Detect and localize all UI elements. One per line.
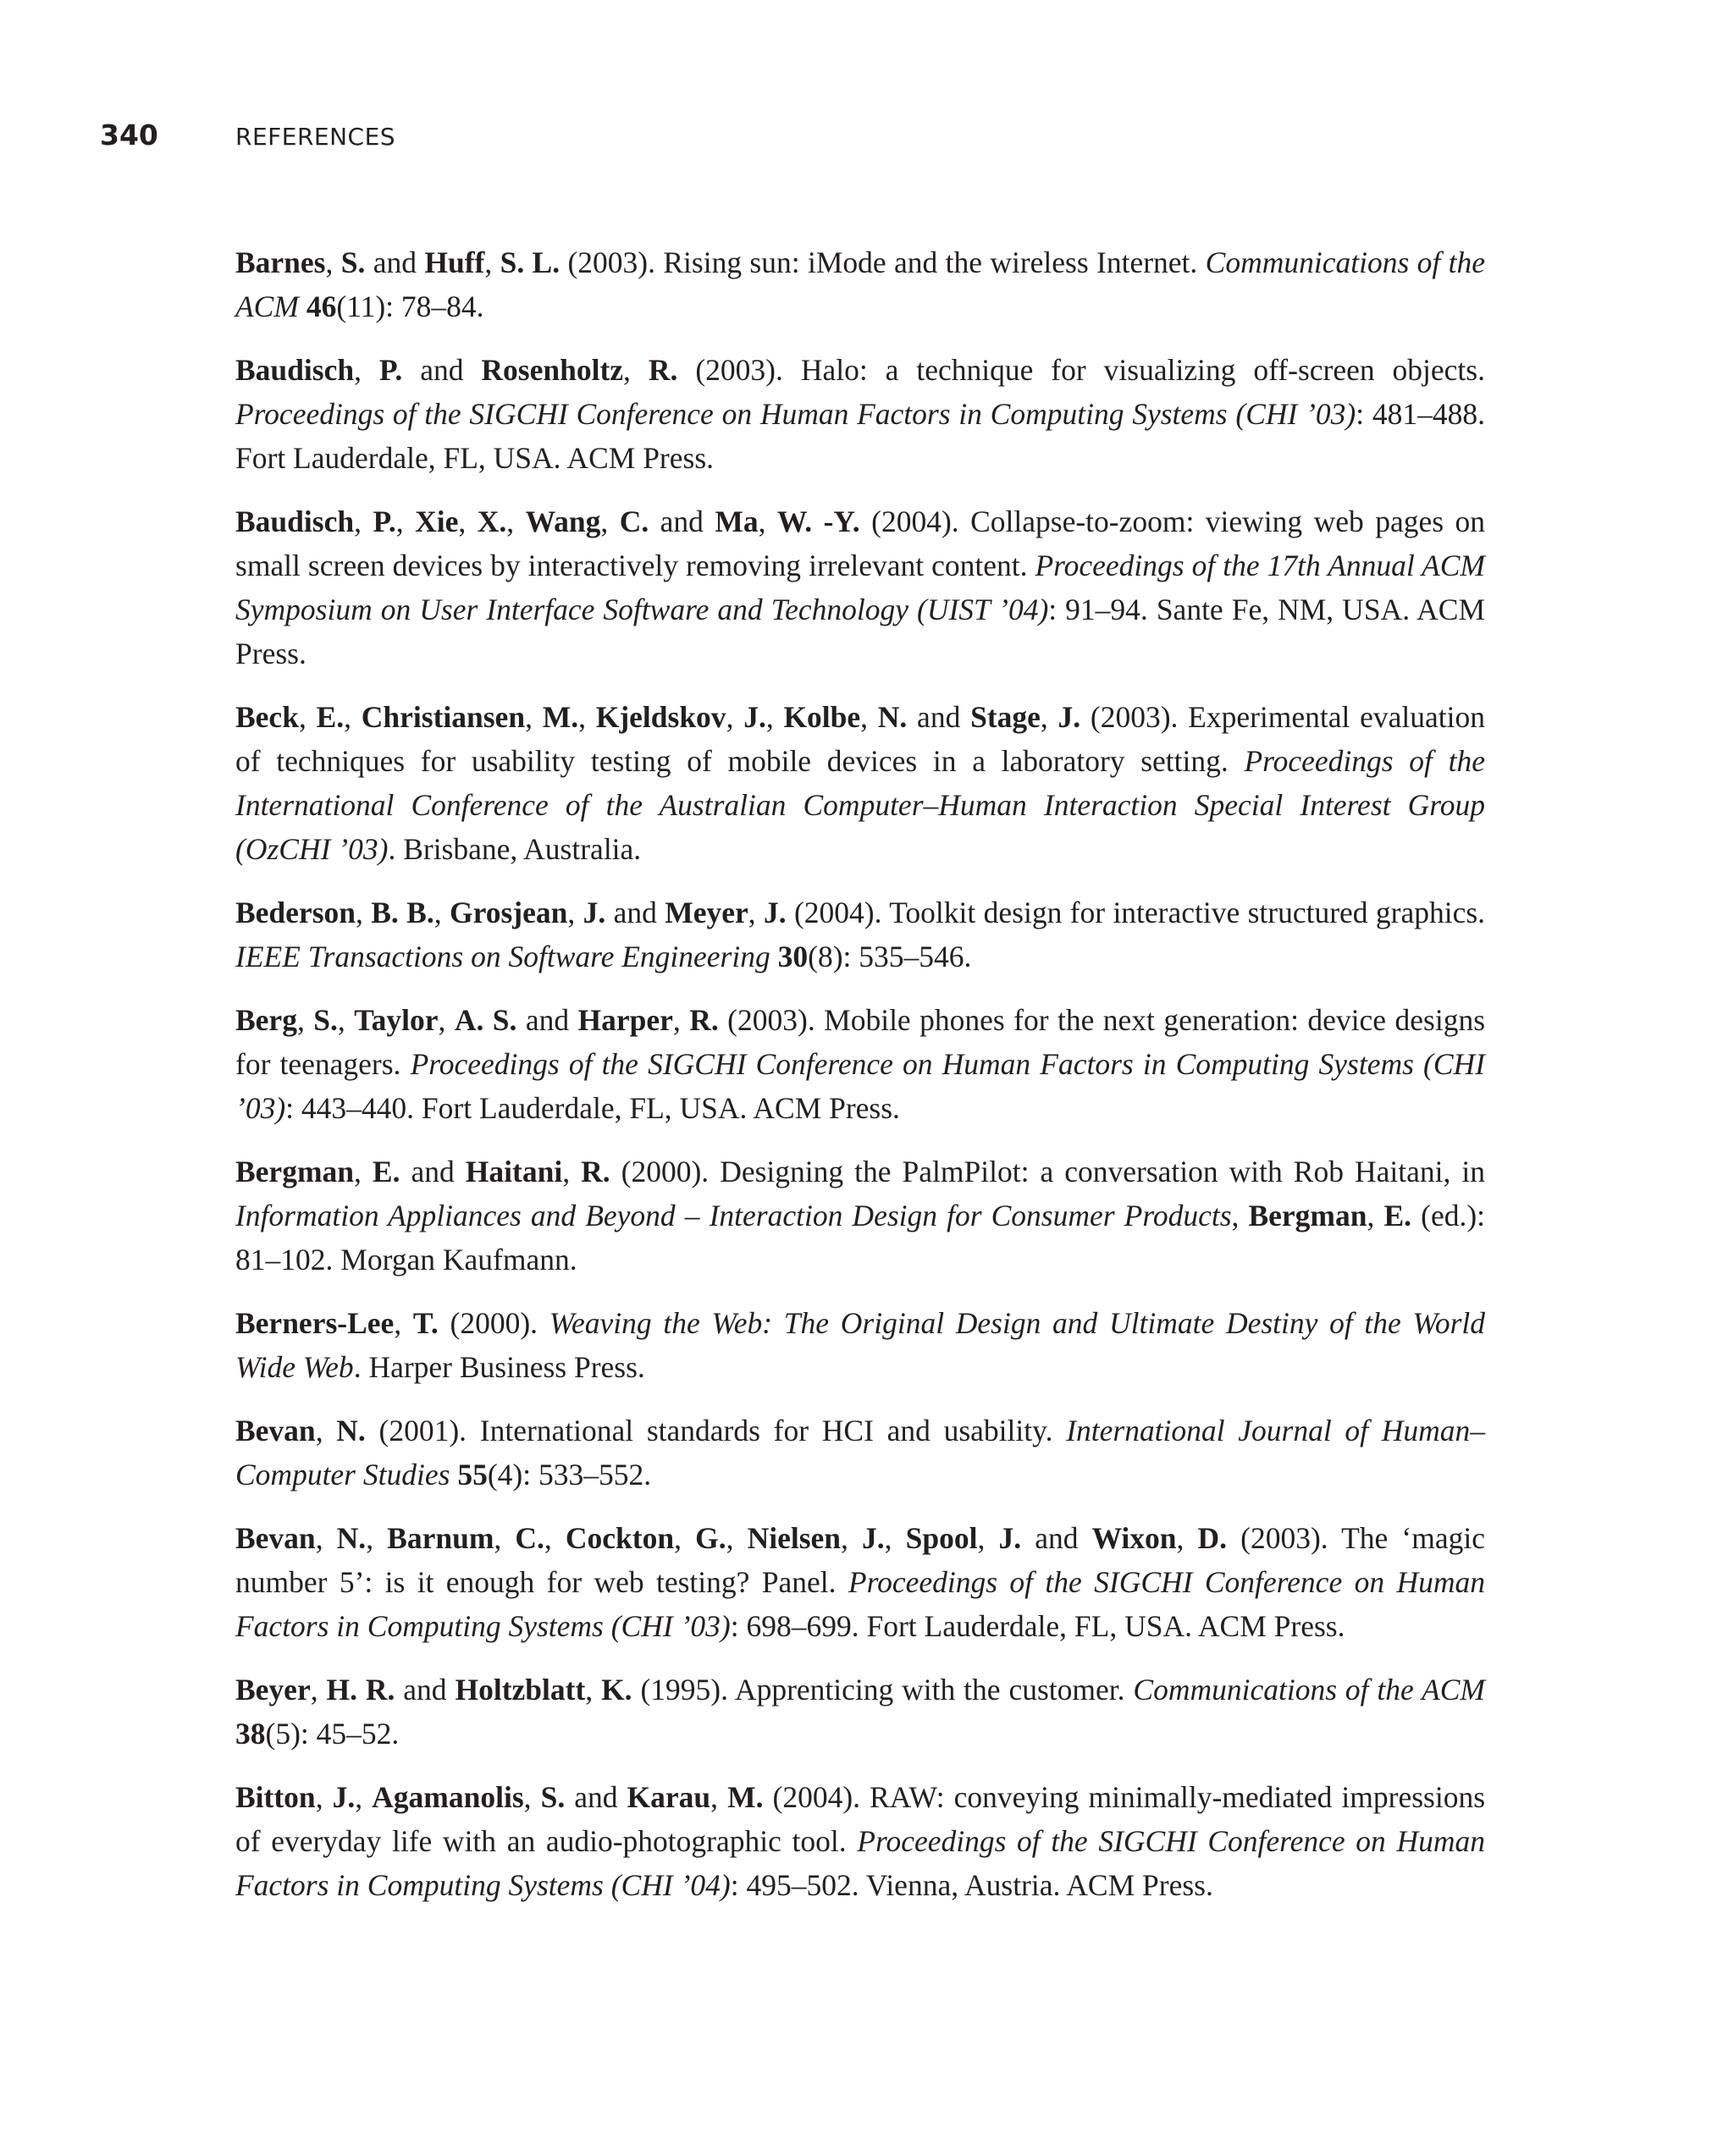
author-name: N. (877, 700, 908, 734)
reference-text: : 481–488. Fort Lauderdale, FL, USA. ACM Press. (235, 397, 1485, 475)
author-name: X. (477, 505, 507, 538)
reference-text: , (298, 700, 317, 734)
reference-text: , (726, 700, 744, 734)
reference-text: (4): 533–552. (487, 1458, 652, 1492)
reference-text: : 443–440. Fort Lauderdale, FL, USA. ACM Press. (285, 1091, 900, 1125)
author-name: W. -Y. (777, 505, 860, 538)
reference-text: , (506, 505, 526, 538)
reference-text: , (315, 1414, 337, 1447)
reference-text: (2004). RAW: conveying minimally-mediated impressions of everyday life with an audio-photographic tool. (235, 1780, 1486, 1858)
author-name: S. L. (500, 245, 561, 279)
reference-text: . Harper Business Press. (353, 1350, 645, 1384)
reference-text: (2004). Toolkit design for interactive structured graphics. (786, 896, 1486, 929)
author-name: Ma (715, 505, 759, 538)
publication-title: Information Appliances and Beyond – Interaction Design for Consumer Products (235, 1199, 1232, 1232)
reference-text: , (325, 245, 341, 279)
reference-text (770, 940, 778, 973)
reference-text: , (860, 700, 878, 734)
author-name: M. (542, 700, 579, 734)
reference-text: : 698–699. Fort Lauderdale, FL, USA. ACM Press. (730, 1609, 1345, 1643)
author-name: Bergman (1248, 1199, 1367, 1232)
publication-title: Proceedings of the SIGCHI Conference on Human Factors in Computing Systems (CHI ’03) (235, 397, 1356, 431)
reference-text: and (565, 1780, 627, 1814)
reference-text (299, 289, 306, 323)
publication-title: Proceedings of the SIGCHI Conference on Human Factors in Computing Systems (CHI ’04) (235, 1824, 1485, 1902)
author-name: Taylor (354, 1003, 439, 1037)
reference-text: and (605, 896, 665, 929)
reference-text: . Brisbane, Australia. (388, 832, 642, 866)
page-number: 340 (100, 119, 158, 152)
author-name: Nielsen (747, 1521, 842, 1555)
reference-text: (2004). Collapse-to-zoom: viewing web pages on small screen devices by interactively removing irrelevant content. (235, 505, 1486, 582)
reference-text: , (310, 1673, 327, 1707)
reference-text: (2003). Experimental evaluation of techniques for usability testing of mobile devices in a laboratory setting. (235, 700, 1486, 778)
author-name: Spool (905, 1521, 978, 1555)
author-name: C. (619, 505, 649, 538)
author-name: S. (313, 1003, 338, 1037)
reference-text: , (523, 1780, 541, 1814)
reference-text: , (562, 1155, 582, 1188)
author-name: Barnum (387, 1521, 494, 1555)
reference-text: , (1040, 700, 1058, 734)
reference-text: , (578, 700, 596, 734)
reference-text: (ed.): 81–102. Morgan Kaufmann. (235, 1199, 1486, 1277)
reference-text: , (1367, 1199, 1384, 1232)
author-name: H. R. (326, 1673, 395, 1707)
reference-text: , (434, 896, 450, 929)
reference-text: (1995). Apprenticing with the customer. (632, 1673, 1134, 1707)
reference-text: , (355, 1780, 373, 1814)
reference-entry (235, 1775, 1485, 1907)
reference-entry (235, 1301, 1485, 1389)
reference-text: and (402, 353, 482, 387)
reference-text: : 495–502. Vienna, Austria. ACM Press. (730, 1868, 1213, 1902)
author-name: P. (378, 353, 403, 387)
publication-title: Proceedings of the 17th Annual ACM Symposium on User Interface Software and Technology (UIST ’04) (235, 549, 1485, 626)
reference-text: , (354, 1155, 373, 1188)
reference-text: , (484, 245, 500, 279)
reference-entry (235, 240, 1485, 328)
reference-text: , (354, 353, 379, 387)
reference-text: , (674, 1521, 696, 1555)
reference-text: , (544, 1521, 566, 1555)
publication-title: Proceedings of the SIGCHI Conference on Human Factors in Computing Systems (CHI ’03) (235, 1565, 1485, 1643)
author-name: Baudisch (235, 353, 355, 387)
reference-text: , (841, 1521, 862, 1555)
author-name: 55 (457, 1458, 488, 1492)
reference-text: (2001). International standards for HCI and usability. (365, 1414, 1067, 1447)
reference-text: , (977, 1521, 999, 1555)
publication-title: Weaving the Web: The Original Design and Ultimate Destiny of the World Wide Web (235, 1306, 1485, 1384)
reference-text: , (337, 1003, 355, 1037)
author-name: T. (412, 1306, 439, 1340)
author-name: Harper (577, 1003, 673, 1037)
reference-text: and (516, 1003, 578, 1037)
author-name: G. (695, 1521, 726, 1555)
author-name: C. (515, 1521, 544, 1555)
reference-text: and (1021, 1521, 1092, 1555)
author-name: 46 (306, 289, 337, 323)
author-name: Karau (627, 1780, 711, 1814)
author-name: S. (540, 1780, 566, 1814)
reference-text (450, 1458, 457, 1492)
author-name: Berners-Lee (235, 1306, 395, 1340)
author-name: Bitton (235, 1780, 316, 1814)
author-name: Meyer (665, 896, 748, 929)
reference-entry (235, 1668, 1485, 1756)
author-name: Agamanolis (372, 1780, 524, 1814)
reference-text: and (365, 245, 425, 279)
reference-text: and (649, 505, 715, 538)
author-name: Bederson (235, 896, 356, 929)
author-name: Grosjean (449, 896, 568, 929)
reference-text: , (585, 1673, 602, 1707)
reference-text: (2003). Rising sun: iMode and the wireless Internet. (560, 245, 1206, 279)
author-name: R. (648, 353, 678, 387)
author-name: D. (1197, 1521, 1228, 1555)
reference-entry (235, 998, 1485, 1130)
author-name: Rosenholtz (481, 353, 624, 387)
author-name: Kjeldskov (595, 700, 726, 734)
author-name: Bergman (235, 1155, 355, 1188)
author-name: Bevan (235, 1414, 316, 1447)
author-name: J. (862, 1521, 885, 1555)
author-name: B. B. (371, 896, 434, 929)
reference-text: , (600, 505, 620, 538)
author-name: Holtzblatt (455, 1673, 586, 1707)
author-name: E. (372, 1155, 400, 1188)
reference-text: , (1231, 1199, 1249, 1232)
author-name: M. (727, 1780, 764, 1814)
reference-text: (8): 535–546. (808, 940, 972, 973)
author-name: Xie (415, 505, 459, 538)
author-name: 38 (235, 1717, 266, 1751)
reference-text: (2003). Halo: a technique for visualizing off-screen objects. (677, 353, 1485, 387)
author-name: Barnes (235, 245, 326, 279)
reference-text: , (438, 1003, 455, 1037)
reference-text: , (748, 896, 764, 929)
reference-text: , (315, 1521, 337, 1555)
author-name: J. (764, 896, 787, 929)
publication-title: Proceedings of the International Conference of the Australian Computer–Human Interaction Special Interest Group (OzCHI ’03) (235, 744, 1485, 866)
reference-text: , (758, 505, 778, 538)
publication-title: International Journal of Human–Computer Studies (235, 1414, 1486, 1492)
page-header (100, 119, 395, 152)
author-name: E. (316, 700, 345, 734)
reference-text: , (623, 353, 649, 387)
author-name: Cockton (565, 1521, 675, 1555)
reference-text: , (567, 896, 583, 929)
author-name: J. (1058, 700, 1081, 734)
author-name: Kolbe (783, 700, 861, 734)
author-name: R. (689, 1003, 719, 1037)
publication-title: Communications of the ACM (235, 245, 1485, 323)
reference-text: and (400, 1155, 466, 1188)
reference-entry (235, 1150, 1485, 1282)
author-name: Christiansen (361, 700, 526, 734)
reference-entry (235, 499, 1485, 675)
reference-text: : 91–94. Sante Fe, NM, USA. ACM Press. (235, 593, 1486, 670)
reference-entry (235, 348, 1485, 480)
reference-text: , (884, 1521, 906, 1555)
author-name: J. (743, 700, 766, 734)
reference-text: (2000). Designing the PalmPilot: a conversation with Rob Haitani, in (610, 1155, 1486, 1188)
author-name: E. (1383, 1199, 1412, 1232)
reference-text: , (296, 1003, 314, 1037)
reference-text: (2003). Mobile phones for the next generation: device designs for teenagers. (235, 1003, 1486, 1081)
author-name: Wixon (1091, 1521, 1177, 1555)
author-name: Beyer (235, 1673, 311, 1707)
author-name: N. (336, 1521, 367, 1555)
publication-title: Proceedings of the SIGCHI Conference on Human Factors in Computing Systems (CHI ’03) (235, 1047, 1485, 1125)
reference-text: (5): 45–52. (265, 1717, 400, 1751)
reference-text: , (710, 1780, 728, 1814)
author-name: Huff (424, 245, 485, 279)
author-name: Stage (970, 700, 1041, 734)
author-name: Haitani (465, 1155, 563, 1188)
author-name: J. (332, 1780, 356, 1814)
reference-text: , (366, 1521, 388, 1555)
author-name: K. (601, 1673, 632, 1707)
reference-entry (235, 695, 1485, 871)
running-head: REFERENCES (235, 123, 396, 151)
author-name: Wang (525, 505, 601, 538)
author-name: Bevan (235, 1521, 316, 1555)
author-name: J. (583, 896, 606, 929)
publication-title: IEEE Transactions on Software Engineering (235, 940, 770, 973)
reference-text: (2000). (438, 1306, 549, 1340)
author-name: S. (340, 245, 366, 279)
reference-text: (11): 78–84. (336, 289, 484, 323)
reference-text: , (494, 1521, 516, 1555)
reference-text: (2003). The ‘magic number 5’: is it enough for web testing? Panel. (235, 1521, 1485, 1599)
reference-text: , (344, 700, 362, 734)
reference-text: , (1176, 1521, 1198, 1555)
author-name: N. (336, 1414, 366, 1447)
reference-text: , (395, 505, 416, 538)
reference-entry (235, 1409, 1485, 1497)
reference-text: , (672, 1003, 690, 1037)
publication-title: Communications of the ACM (1133, 1673, 1485, 1707)
reference-text: and (395, 1673, 456, 1707)
reference-text: , (354, 505, 373, 538)
reference-entry (235, 1516, 1485, 1648)
reference-text: , (356, 896, 372, 929)
reference-list (235, 240, 1485, 1927)
reference-text: and (907, 700, 971, 734)
reference-text: , (458, 505, 478, 538)
reference-text: , (765, 700, 784, 734)
author-name: A. S. (454, 1003, 517, 1037)
author-name: Beck (235, 700, 299, 734)
author-name: P. (373, 505, 396, 538)
author-name: J. (998, 1521, 1022, 1555)
reference-text: , (315, 1780, 333, 1814)
author-name: 30 (777, 940, 809, 973)
author-name: Baudisch (235, 505, 355, 538)
reference-text: , (525, 700, 543, 734)
author-name: Berg (235, 1003, 297, 1037)
reference-text: , (394, 1306, 413, 1340)
reference-entry (235, 891, 1485, 979)
author-name: R. (581, 1155, 610, 1188)
reference-text: , (726, 1521, 748, 1555)
